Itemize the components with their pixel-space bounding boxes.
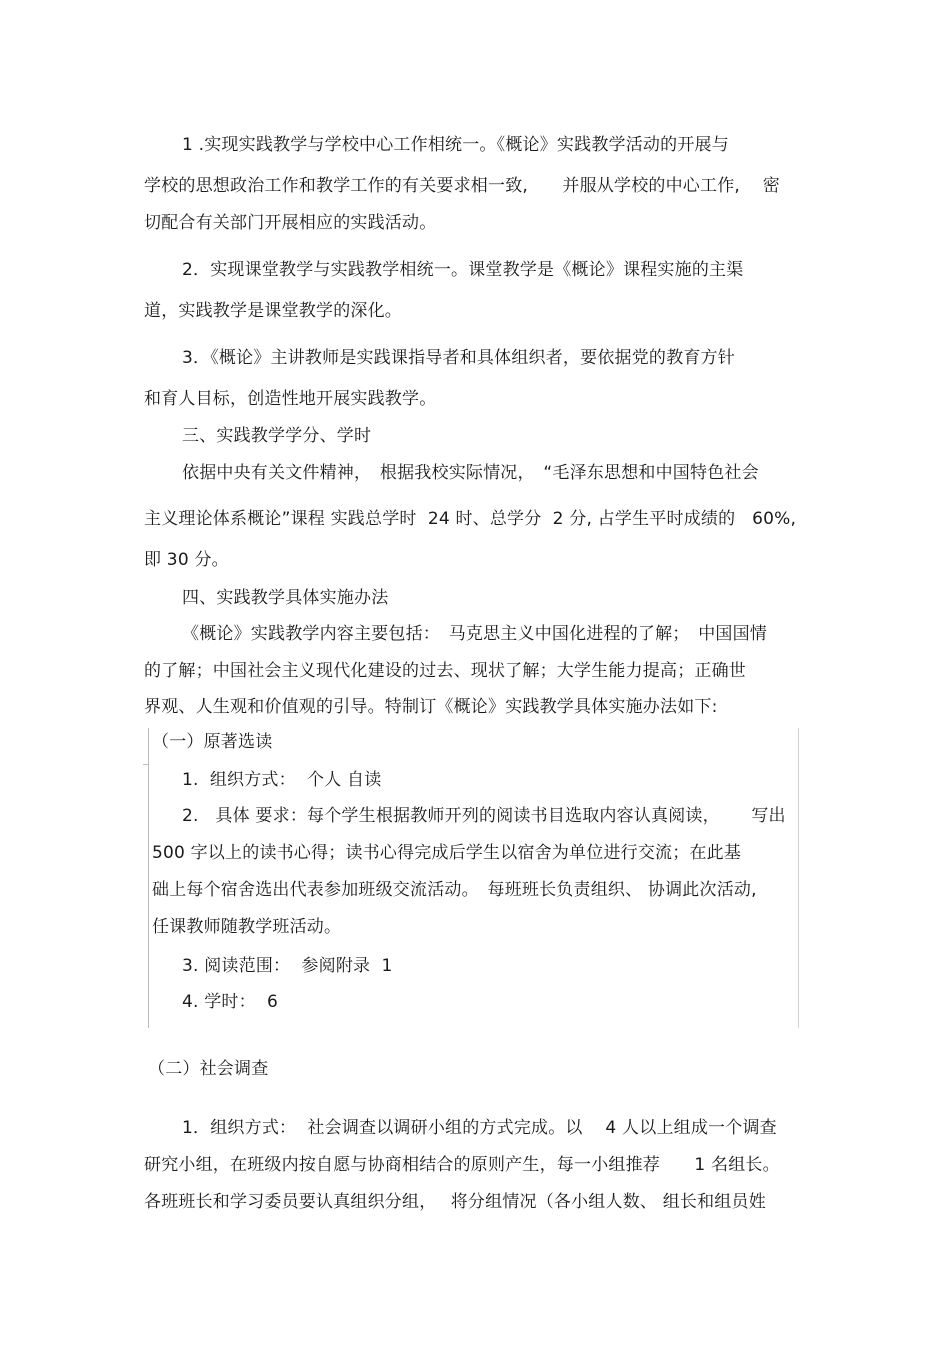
paragraph-line: 《概论》实践教学内容主要包括： 马克思主义中国化进程的了解； 中国国情	[182, 624, 767, 644]
paragraph-line: 础上每个宿舍选出代表参加班级交流活动。 每班班长负责组织、 协调此次活动,	[152, 880, 757, 900]
paragraph-line: 切配合有关部门开展相应的实践活动。	[144, 213, 437, 233]
paragraph-line: 1．组织方式： 社会调查以调研小组的方式完成。以 4 人以上组成一个调查	[182, 1118, 777, 1138]
paragraph-line: 4. 学时： 6	[182, 992, 279, 1012]
section-border-tick	[143, 764, 149, 765]
paragraph-line: 任课教师随教学班活动。	[152, 917, 342, 937]
paragraph-line: 学校的思想政治工作和教学工作的有关要求相一致, 并服从学校的中心工作, 密	[144, 176, 781, 196]
section-border-left	[148, 728, 149, 1028]
paragraph-line: 的了解；中国社会主义现代化建设的过去、现状了解；大学生能力提高；正确世	[144, 661, 746, 681]
paragraph-line: 3．《概论》主讲教师是实践课指导者和具体组织者，要依据党的教育方针	[182, 348, 735, 368]
paragraph-line: 研究小组，在班级内按自愿与协商相结合的原则产生，每一小组推荐 1 名组长。	[144, 1155, 780, 1175]
subsection-heading: （二）社会调查	[148, 1059, 269, 1079]
section-heading: 四、实践教学具体实施办法	[182, 588, 389, 608]
section-heading: 三、实践教学学分、学时	[182, 426, 372, 446]
paragraph-line: 2. 具体 要求：每个学生根据教师开列的阅读书目选取内容认真阅读， 写出	[182, 806, 786, 826]
paragraph-line: 500 字以上的读书心得；读书心得完成后学生以宿舍为单位进行交流；在此基	[152, 843, 742, 863]
paragraph-line: 各班班长和学习委员要认真组织分组， 将分组情况（各小组人数、 组长和组员姓	[144, 1192, 766, 1212]
paragraph-line: 主义理论体系概论”课程 实践总学时 24 时、总学分 2 分, 占学生平时成绩的 60%,	[144, 509, 797, 529]
paragraph-line: 3. 阅读范围： 参阅附录 1	[182, 956, 393, 976]
paragraph-line: 2．实现课堂教学与实践教学相统一。课堂教学是《概论》课程实施的主渠	[182, 260, 744, 280]
paragraph-line: 即 30 分。	[144, 550, 229, 570]
paragraph-line: 1. 组织方式： 个人 自读	[182, 770, 382, 790]
paragraph-line: 依据中央有关文件精神， 根据我校实际情况， “毛泽东思想和中国特色社会	[182, 463, 759, 483]
paragraph-line: 1 .实现实践教学与学校中心工作相统一。《概论》实践教学活动的开展与	[182, 135, 729, 155]
paragraph-line: 道，实践教学是课堂教学的深化。	[144, 301, 402, 321]
section-border-right	[798, 728, 799, 1028]
paragraph-line: 界观、人生观和价值观的引导。特制订《概论》实践教学具体实施办法如下:	[144, 697, 718, 717]
subsection-heading: （一）原著选读	[152, 732, 273, 752]
paragraph-line: 和育人目标，创造性地开展实践教学。	[144, 389, 437, 409]
